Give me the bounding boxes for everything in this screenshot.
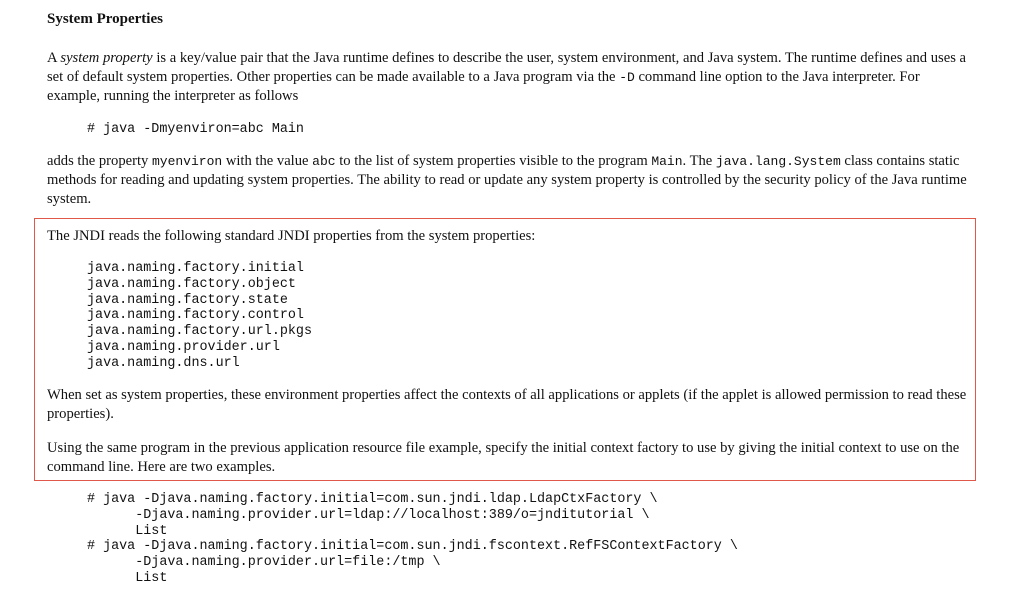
explain-text-3: to the list of system properties visible to the program: [335, 153, 652, 169]
command-line: # java -Djava.naming.factory.initial=com.sun.jndi.fscontext.RefFSContextFactory \: [87, 539, 738, 555]
explain-paragraph: [47, 152, 972, 209]
explain-text-5: class contains static methods for reading and updating system properties. The ability to read or update any system property is controlled by the security policy of the Java runtime system.: [47, 153, 967, 207]
explain-text-4: . The: [682, 153, 716, 169]
section-heading: System Properties: [47, 11, 163, 27]
explain-code-3: Main: [651, 154, 683, 169]
property-line: java.naming.factory.state: [87, 292, 288, 308]
property-line: java.naming.dns.url: [87, 355, 240, 371]
intro-body-1: is a key/value pair that the Java runtime defines to describe the user, system environment, and Java system. The runtime defines and uses a set of default system properties. Other properties can be made available to a Java program via the: [47, 50, 966, 85]
jndi-properties-list: [87, 261, 312, 372]
command-line: -Djava.naming.provider.url=ldap://localhost:389/o=jnditutorial \: [87, 507, 650, 523]
effect-paragraph: When set as system properties, these environment properties affect the contexts of all applications or applets (if the applet is allowed permission to read these properties).: [47, 387, 967, 422]
property-line: java.naming.provider.url: [87, 339, 280, 355]
explain-text-1: adds the property: [47, 153, 152, 169]
explain-text-2: with the value: [222, 153, 313, 169]
intro-lead: A: [47, 50, 61, 66]
intro-body-2: command line option to the Java interpreter. For example, running the interpreter as follows: [47, 69, 920, 104]
jndi-intro: The JNDI reads the following standard JNDI properties from the system properties:: [47, 228, 536, 244]
explain-code-1: myenviron: [151, 154, 223, 169]
example-command: # java -Dmyenviron=abc Main: [87, 122, 304, 137]
command-line: List: [87, 523, 168, 539]
property-line: java.naming.factory.control: [87, 308, 304, 324]
command-line: # java -Djava.naming.factory.initial=com.sun.jndi.ldap.LdapCtxFactory \: [87, 492, 658, 507]
property-line: java.naming.factory.url.pkgs: [87, 324, 312, 340]
option-code: -D: [619, 70, 635, 85]
explain-code-2: abc: [312, 154, 336, 169]
intro-term: system property: [60, 50, 153, 66]
command-examples: [87, 492, 738, 587]
property-line: java.naming.factory.object: [87, 276, 296, 292]
command-line: List: [87, 570, 168, 586]
intro-paragraph: [47, 49, 972, 106]
property-line: java.naming.factory.initial: [87, 261, 304, 276]
command-line: -Djava.naming.provider.url=file:/tmp \: [87, 555, 441, 571]
explain-code-4: java.lang.System: [715, 154, 841, 169]
usage-paragraph: Using the same program in the previous application resource file example, specify the initial context factory to use by giving the initial context to use on the command line. Here are two examples.: [47, 440, 960, 475]
